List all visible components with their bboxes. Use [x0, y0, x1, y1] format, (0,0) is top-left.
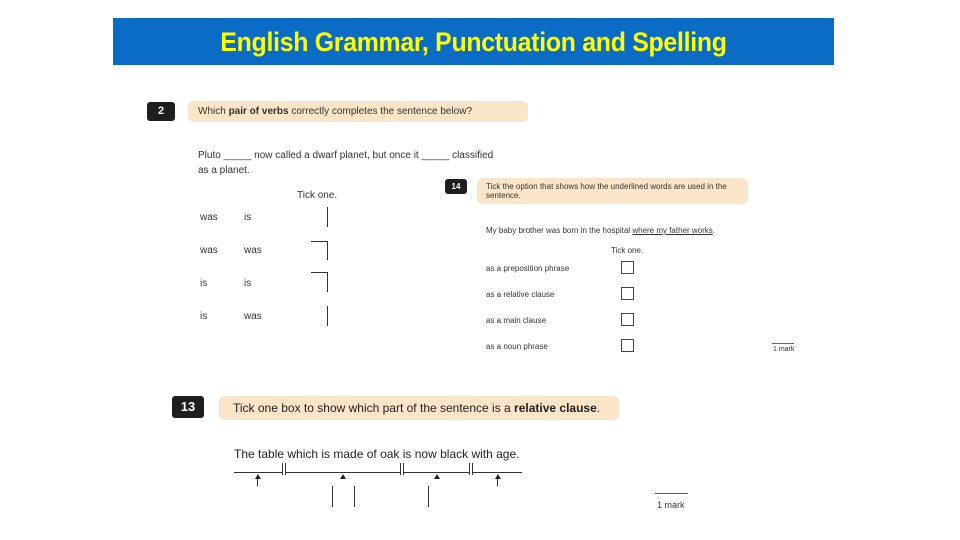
question-13-prompt-bold: relative clause — [514, 401, 597, 415]
question-14-prompt-line-2: sentence. — [486, 191, 521, 200]
question-13-number: 13 — [172, 396, 204, 418]
question-13-mark: 1 mark — [657, 500, 685, 510]
question-13-option-2-arrow[interactable] — [340, 474, 346, 480]
question-13-tick-line-1 — [332, 486, 333, 507]
question-2-prompt-text: Which — [198, 106, 229, 117]
q2-option-2-word-b: was — [244, 245, 262, 256]
question-14-mark: 1 mark — [773, 346, 795, 353]
q2-option-1-tick-box[interactable] — [327, 207, 328, 227]
q2-option-3-word-b: is — [244, 278, 252, 289]
q14-option-2-checkbox[interactable] — [621, 287, 634, 300]
question-13-sentence: The table which is made of oak is now black with age. — [234, 447, 520, 461]
question-14-sentence-start: My baby brother was born in the hospital — [486, 226, 633, 235]
question-13-option-1-arrow[interactable] — [255, 474, 261, 486]
q14-option-4-checkbox[interactable] — [621, 339, 634, 352]
question-13-tick-line-3 — [428, 486, 429, 507]
q14-option-3-checkbox[interactable] — [621, 313, 634, 326]
question-14-mark-line — [772, 343, 794, 344]
question-14-sentence-end: . — [712, 226, 716, 235]
q14-option-3-label: as a main clause — [486, 316, 547, 325]
q2-option-4-tick-box[interactable] — [327, 306, 328, 326]
question-2-prompt — [198, 106, 472, 117]
q2-option-4-word-a: is — [200, 311, 208, 322]
question-13-prompt-text: Tick one box to show which part of the sentence is a — [233, 401, 515, 415]
q14-option-1-checkbox[interactable] — [621, 261, 634, 274]
question-14-sentence — [486, 226, 715, 235]
question-2-sentence-line-1: Pluto _____ now called a dwarf planet, but once it _____ classified — [198, 150, 494, 161]
question-13-segment-brackets — [234, 462, 524, 478]
question-2-prompt-end: correctly completes the sentence below? — [288, 106, 473, 117]
question-14-number: 14 — [445, 179, 467, 194]
q14-option-1-label: as a preposition phrase — [486, 264, 570, 273]
question-14-tick-label: Tick one. — [611, 246, 644, 255]
question-14-prompt-line-1: Tick the option that shows how the underlined words are used in the — [486, 182, 727, 191]
question-2-prompt-bold: pair of verbs — [228, 106, 289, 117]
q2-option-1-word-a: was — [200, 212, 218, 223]
question-13-prompt — [233, 401, 600, 415]
q2-option-2-word-a: was — [200, 245, 218, 256]
question-13-option-3-arrow[interactable] — [434, 474, 440, 480]
question-2-tick-label: Tick one. — [297, 190, 338, 201]
question-2-number: 2 — [147, 102, 175, 121]
question-14-underlined-words: where my father works — [632, 226, 713, 235]
question-2-sentence-line-2: as a planet. — [198, 165, 250, 176]
page-title: English Grammar, Punctuation and Spelling — [220, 27, 727, 57]
question-13-option-4-arrow[interactable] — [495, 474, 501, 486]
q2-option-4-word-b: was — [244, 311, 262, 322]
question-13-tick-line-2 — [354, 486, 355, 507]
question-13-prompt-end: . — [596, 401, 601, 415]
question-13-mark-line — [655, 493, 688, 494]
q14-option-4-label: as a noun phrase — [486, 342, 548, 351]
q2-option-1-word-b: is — [244, 212, 252, 223]
q2-option-3-word-a: is — [200, 278, 208, 289]
q14-option-2-label: as a relative clause — [486, 290, 555, 299]
q2-option-3-tick-box[interactable] — [311, 272, 328, 292]
q2-option-2-tick-box[interactable] — [311, 241, 328, 260]
